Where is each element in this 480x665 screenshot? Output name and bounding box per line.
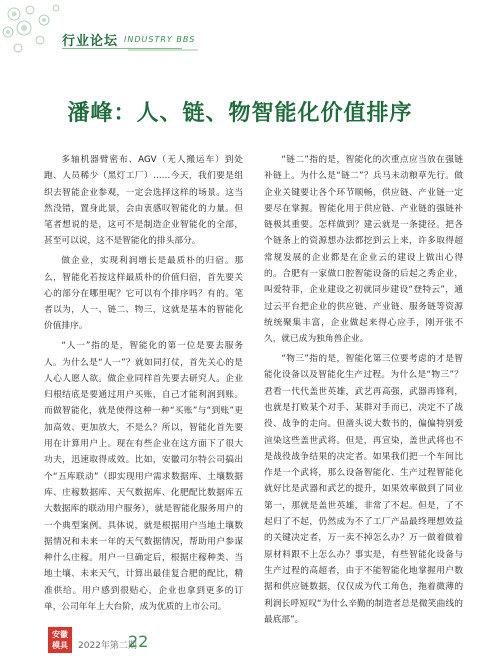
article-column-right: [264, 152, 463, 632]
paragraph: 做企业，实现利润增长是最质朴的归宿。那么，智能化若按这样最质朴的价值归宿，首先要关心的部分在哪里呢？它可以有个排序吗？有的。笔者以为，人一、链二、物三，这就是基本的智能化价值排序。: [44, 256, 243, 332]
header-rule-accent: [128, 49, 198, 51]
journal-badge: [48, 627, 72, 653]
paragraph: 多轴机器臂密布、AGV（无人搬运车）到处跑、人员稀少（黑灯工厂）……今天，我们要是组织去智能企业参观，一定会选择这样的场景。这当然没错，置身此景，会由衷感叹智能化的力量。但笔者想说的是，这可不是制造企业智能化的全部，甚至可以说，这不是智能化的排头部分。: [44, 155, 243, 247]
paragraph: “人一”指的是，智能化的第一位是要去服务人。为什么是“人一”？就如同打仗，首先关心的是人心人愿人欲。做企业同样首先要去研究人。企业归根结底是要通过用户买账，自己才能利润到账。而做智能化，就是使得这种一种“买账”与“到账”更加高效、更加放大，不是么？所以，智能化首先要用在计算用户上。现在有些企业在这方面下了很大功夫，迅速取得成效。比如，安徽司尔特公司搞出个“五库联动”（即实现用户需求数据库、土壤数据库、庄稼数据库、天气数据库、化肥配比数据库五大数据库的联动用户服务），就是智能化服务用户的一个典型案例。具体说，就是根据用户当地土壤数据情况和未来一年的天气数据情况，帮助用户参谋种什么庄稼。用户一旦确定后，根据庄稼种类、当地土壤、未来天气，计算出最佳复合肥的配比，精准供给。用户感到很贴心，企业也拿到更多的订单，公司年年上大台阶，成为优质的上市公司。: [44, 341, 243, 613]
article-title: 潘峰：人、链、物智能化价值排序: [67, 101, 413, 126]
section-title: 行业论坛: [62, 33, 119, 49]
issue-label: 2022年第二期: [78, 641, 137, 651]
paragraph: “物三”指的是，智能化第三位要考虑的才是智能化设备以及智能化生产过程。为什么是“物三”？君看一代代盖世英雄，武艺再高强，武器再锋利，也就是打败某个对手、某群对手而已，决定不了战役、战争的走向。但凿头说大数书的，偏偏特别爱渲染这些盖世武将。但是，再宣染，盖世武将也不是战役战争结果的决定者。如果我们把一个车间比作是一个武将，那么设备智能化、生产过程智能化就好比是武器和武艺的提升，如果效率做到了同业第一，那就是盖世英雄，非常了不起。但是，了不起归了不起，仍然成为不了工厂产品最终理想效益的关键决定者，万一卖不掉怎么办？万一做着做着原材料跟不上怎么办？事实是，有些智能化设备与生产过程的高超者，由于不能智能化地掌握用户数据和供应链数据，仅仅成为代工角色，拖着微薄的利润长呼短叹“为什么辛勤的制造者总是微笑曲线的最底部”。: [264, 354, 463, 625]
page-number: 22: [128, 632, 149, 651]
section-header: [62, 30, 195, 48]
article-column-left: [44, 152, 243, 619]
paragraph: “链二”指的是，智能化的次重点应当放在强链补链上。为什么是“链二”？兵马未动粮草先行。做企业关键要让各个环节顺畅，供应链、产业链一定要尽在掌握。智能化用于供应链、产业链的强链补链极其重要。怎样做到？建云就是一条捷径。把各个链条上的资源想办法都挖到云上来，许多取得超常规发展的企业都是在企业云的建设上做出心得的。合肥有一家做口腔智能设备的后起之秀企业，叫爱特菲，企业建设之初就同步建设“登特云”，通过云平台把企业的供应链、产业链、服务链等资源统统聚集丰富，企业做起来得心应手，刚开张不久，就已成为独角兽企业。: [264, 155, 463, 345]
section-subtitle: INDUSTRY BBS: [124, 34, 196, 44]
badge-line: 模具: [52, 641, 68, 650]
badge-line: 安徽: [52, 630, 68, 639]
